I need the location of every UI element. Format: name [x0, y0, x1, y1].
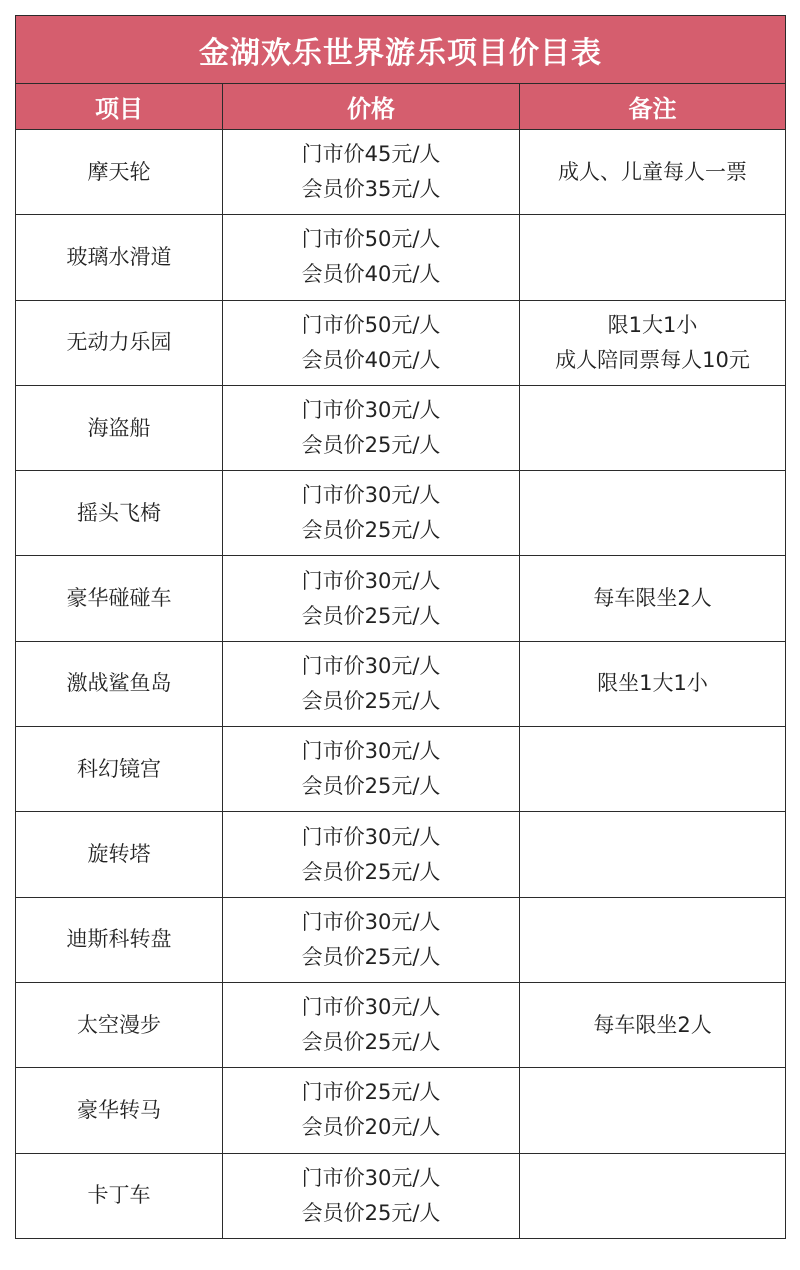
item-name-cell: 迪斯科转盘: [16, 897, 223, 982]
note-line: 限坐1大1小: [597, 671, 708, 696]
table-row: [16, 812, 786, 897]
table-row: [16, 727, 786, 812]
price-cell: [223, 1153, 520, 1238]
table-body: [16, 130, 786, 1239]
header-row: [16, 84, 786, 130]
table-row: [16, 1068, 786, 1153]
member-price: 会员价25元/人: [301, 603, 441, 628]
member-price: 会员价25元/人: [301, 944, 441, 969]
member-price: 会员价25元/人: [301, 688, 441, 713]
note-cell: [520, 727, 786, 812]
member-price: 会员价25元/人: [301, 518, 441, 543]
title-row: [16, 16, 786, 84]
item-name-cell: 摩天轮: [16, 130, 223, 215]
price-cell: [223, 471, 520, 556]
table-row: [16, 982, 786, 1067]
table-title: 金湖欢乐世界游乐项目价目表: [16, 16, 786, 84]
member-price: 会员价40元/人: [301, 347, 441, 372]
header-item: 项目: [16, 84, 223, 130]
retail-price: 门市价30元/人: [301, 483, 441, 508]
price-cell: [223, 300, 520, 385]
item-name-cell: 玻璃水滑道: [16, 215, 223, 300]
retail-price: 门市价30元/人: [301, 1165, 441, 1190]
retail-price: 门市价30元/人: [301, 653, 441, 678]
item-name-cell: 太空漫步: [16, 982, 223, 1067]
note-cell: [520, 897, 786, 982]
note-cell: [520, 812, 786, 897]
item-name-cell: 豪华碰碰车: [16, 556, 223, 641]
item-name-cell: 无动力乐园: [16, 300, 223, 385]
note-cell: [520, 1068, 786, 1153]
item-name-cell: 卡丁车: [16, 1153, 223, 1238]
retail-price: 门市价50元/人: [301, 227, 441, 252]
note-line: 成人陪同票每人10元: [555, 347, 750, 372]
table-row: [16, 471, 786, 556]
retail-price: 门市价45元/人: [301, 142, 441, 167]
note-cell: [520, 130, 786, 215]
price-cell: [223, 982, 520, 1067]
price-cell: [223, 130, 520, 215]
table-row: [16, 130, 786, 215]
member-price: 会员价35元/人: [301, 177, 441, 202]
item-name-cell: 激战鲨鱼岛: [16, 641, 223, 726]
note-cell: [520, 556, 786, 641]
item-name-cell: 海盗船: [16, 385, 223, 470]
member-price: 会员价20元/人: [301, 1115, 441, 1140]
price-cell: [223, 897, 520, 982]
item-name-cell: 科幻镜宫: [16, 727, 223, 812]
price-cell: [223, 215, 520, 300]
table-row: [16, 641, 786, 726]
note-cell: [520, 300, 786, 385]
price-cell: [223, 812, 520, 897]
retail-price: 门市价30元/人: [301, 909, 441, 934]
price-cell: [223, 385, 520, 470]
table-row: [16, 897, 786, 982]
note-cell: [520, 641, 786, 726]
table-row: [16, 1153, 786, 1238]
member-price: 会员价25元/人: [301, 1200, 441, 1225]
retail-price: 门市价50元/人: [301, 312, 441, 337]
note-cell: [520, 215, 786, 300]
note-cell: [520, 1153, 786, 1238]
price-cell: [223, 727, 520, 812]
note-line: 成人、儿童每人一票: [558, 159, 748, 184]
table-row: [16, 215, 786, 300]
retail-price: 门市价30元/人: [301, 995, 441, 1020]
note-line: 限1大1小: [607, 312, 698, 337]
table-row: [16, 556, 786, 641]
retail-price: 门市价30元/人: [301, 568, 441, 593]
retail-price: 门市价30元/人: [301, 739, 441, 764]
retail-price: 门市价30元/人: [301, 398, 441, 423]
note-line: 每车限坐2人: [593, 1012, 712, 1037]
note-line: 每车限坐2人: [593, 586, 712, 611]
price-cell: [223, 641, 520, 726]
retail-price: 门市价30元/人: [301, 824, 441, 849]
note-cell: [520, 385, 786, 470]
note-cell: [520, 471, 786, 556]
member-price: 会员价40元/人: [301, 262, 441, 287]
item-name-cell: 摇头飞椅: [16, 471, 223, 556]
member-price: 会员价25元/人: [301, 859, 441, 884]
header-note: 备注: [520, 84, 786, 130]
header-price: 价格: [223, 84, 520, 130]
table-row: [16, 300, 786, 385]
retail-price: 门市价25元/人: [301, 1080, 441, 1105]
member-price: 会员价25元/人: [301, 774, 441, 799]
member-price: 会员价25元/人: [301, 1030, 441, 1055]
member-price: 会员价25元/人: [301, 433, 441, 458]
item-name-cell: 旋转塔: [16, 812, 223, 897]
note-cell: [520, 982, 786, 1067]
table-row: [16, 385, 786, 470]
price-table: [15, 15, 786, 1239]
price-cell: [223, 556, 520, 641]
price-cell: [223, 1068, 520, 1153]
item-name-cell: 豪华转马: [16, 1068, 223, 1153]
